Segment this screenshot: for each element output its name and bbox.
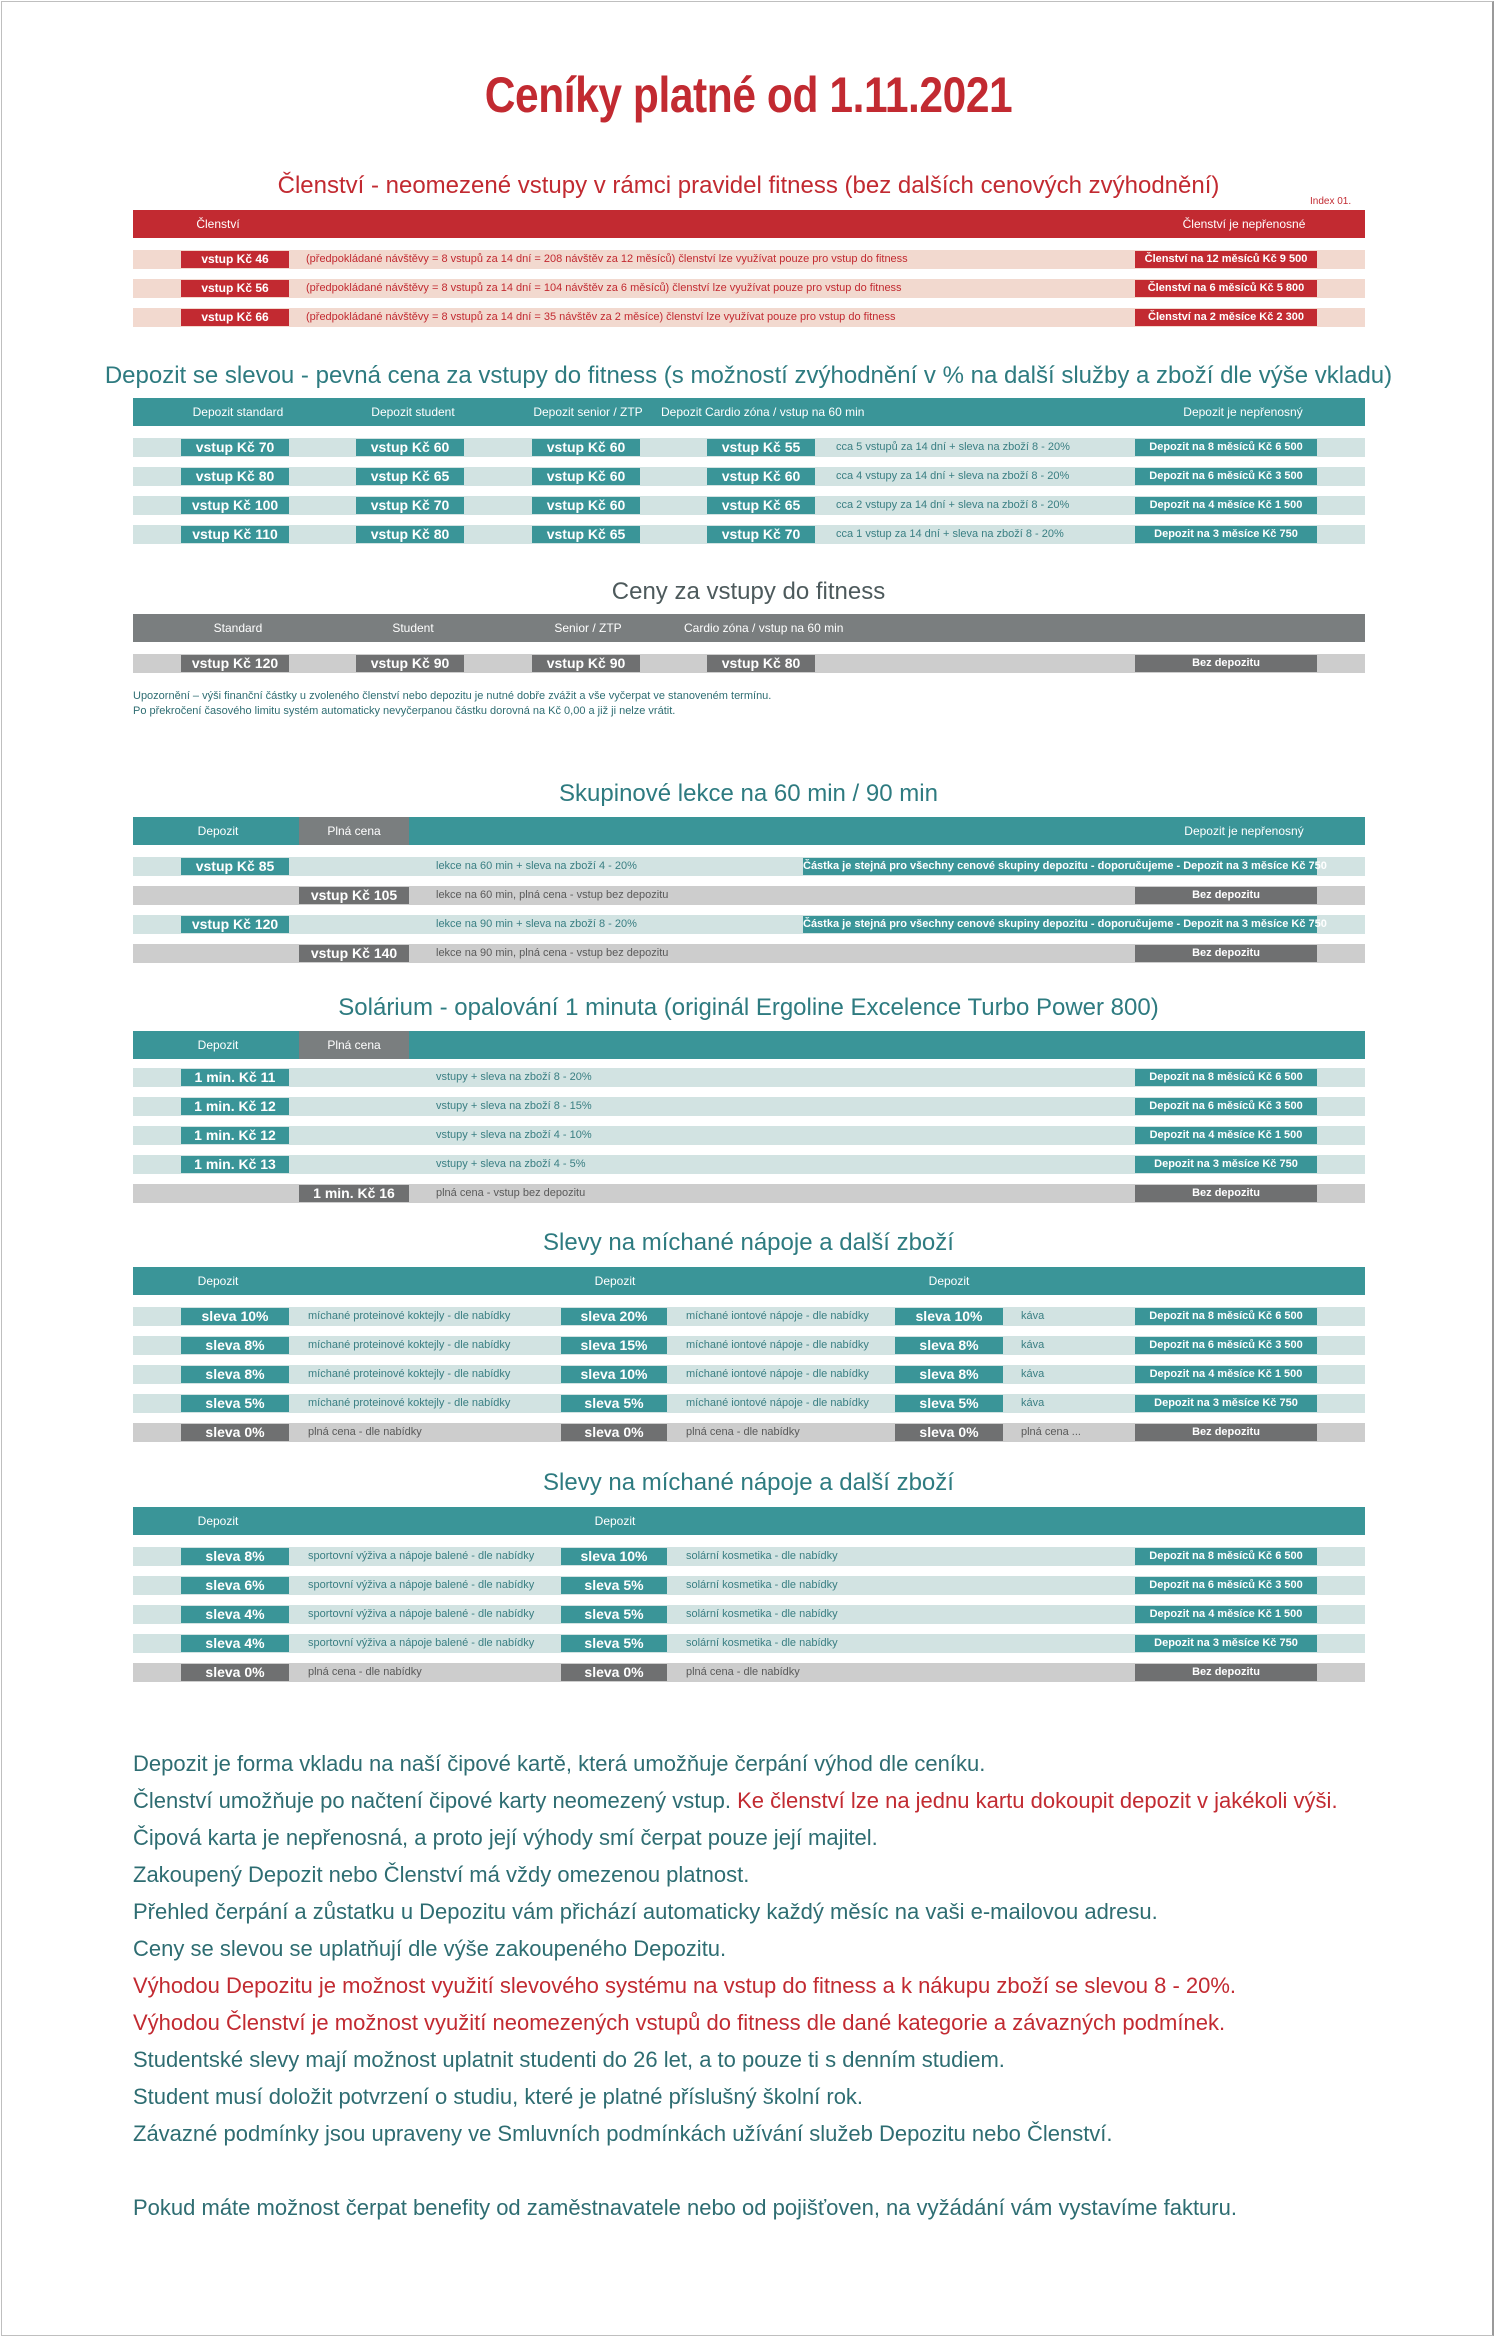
discount-pill: sleva 15% [561,1337,667,1354]
deposit-box: Depozit na 6 měsíců Kč 3 500 [1135,1098,1317,1115]
row-description: plná cena - dle nabídky [686,1426,800,1438]
discount-pill: sleva 5% [561,1395,667,1412]
table-row [133,467,1365,486]
header-label: Depozit [197,1514,239,1528]
info-paragraph: Zakoupený Depozit nebo Členství má vždy omezenou platnost. [133,1862,750,1887]
row-description: sportovní výživa a nápoje balené - dle nabídky [308,1550,535,1562]
price-pill: vstup Kč 110 [181,526,289,543]
price-pill: vstup Kč 66 [181,309,289,326]
row-description: plná cena - vstup bez depozitu [436,1187,586,1199]
row-description: cca 2 vstupy za 14 dní + sleva na zboží 8 - 20% [836,499,1070,511]
discount-pill: sleva 8% [181,1337,289,1354]
section-title-ceny: Ceny za vstupy do fitness [611,578,886,605]
table-row [133,1097,1365,1116]
row-description: plná cena - dle nabídky [686,1666,800,1678]
price-pill: vstup Kč 60 [707,468,815,485]
header-napoje [133,1267,1365,1295]
price-pill: vstup Kč 70 [181,439,289,456]
header-label: Depozit [197,1038,239,1052]
header-label: Senior / ZTP [554,621,622,635]
discount-pill: sleva 8% [895,1337,1003,1354]
discount-pill: sleva 5% [561,1635,667,1652]
price-pill: vstup Kč 60 [532,439,640,456]
discount-pill: sleva 10% [561,1366,667,1383]
price-pill: vstup Kč 70 [707,526,815,543]
table-row [133,1634,1365,1653]
info-paragraph: Student musí doložit potvrzení o studiu, které je platné příslušný školní rok. [133,2084,864,2109]
row-description: plná cena - dle nabídky [308,1666,422,1678]
price-pill: vstup Kč 56 [181,280,289,297]
deposit-box: Depozit na 3 měsíce Kč 750 [1135,1156,1317,1173]
row-description: (předpokládané návštěvy = 8 vstupů za 14 dní = 35 návštěv za 2 měsíce) členství lze využívat pouze pro vstup do fitness [306,311,896,323]
row-description: míchané iontové nápoje - dle nabídky [686,1310,869,1322]
price-pill: vstup Kč 90 [356,655,464,672]
price-pill: vstup Kč 80 [707,655,815,672]
section-title-solarium: Solárium - opalování 1 minuta (originál Ergoline Excelence Turbo Power 800) [338,994,1159,1021]
price-pill: 1 min. Kč 16 [299,1185,409,1202]
membership-box: Členství na 12 měsíců Kč 9 500 [1135,251,1317,268]
discount-pill: sleva 5% [895,1395,1003,1412]
table-row [133,654,1365,673]
info-text-highlight: Ke členství lze na jednu kartu dokoupit depozit v jakékoli výši. [737,1788,1338,1813]
price-pill: 1 min. Kč 12 [181,1098,289,1115]
deposit-box: Bez depozitu [1135,887,1317,904]
row-description: míchané proteinové koktejly - dle nabídky [308,1397,511,1409]
price-pill: vstup Kč 140 [299,945,409,962]
discount-pill: sleva 5% [561,1577,667,1594]
header-label: Student [392,621,434,635]
price-pill: vstup Kč 65 [356,468,464,485]
discount-pill: sleva 0% [181,1424,289,1441]
row-description: solární kosmetika - dle nabídky [686,1579,838,1591]
deposit-box: Depozit na 4 měsíce Kč 1 500 [1135,1606,1317,1623]
price-pill: vstup Kč 65 [532,526,640,543]
row-description: sportovní výživa a nápoje balené - dle nabídky [308,1608,535,1620]
price-pill: 1 min. Kč 13 [181,1156,289,1173]
deposit-box: Depozit na 3 měsíce Kč 750 [1135,1395,1317,1412]
price-pill: vstup Kč 105 [299,887,409,904]
info-paragraph: Přehled čerpání a zůstatku u Depozitu vám přichází automaticky každý měsíc na vaši e-mailovou adresu. [133,1899,1158,1924]
table-row [133,1126,1365,1145]
row-description: sportovní výživa a nápoje balené - dle nabídky [308,1579,535,1591]
header-depozit [133,398,1365,426]
deposit-box: Depozit na 4 měsíce Kč 1 500 [1135,1366,1317,1383]
section-title-depozit: Depozit se slevou - pevná cena za vstupy do fitness (s možností zvýhodnění v % na další služby a zboží dle výše vkladu) [104,362,1393,389]
price-pill: vstup Kč 120 [181,916,289,933]
deposit-box: Depozit na 6 měsíců Kč 3 500 [1135,1577,1317,1594]
table-row [133,308,1365,327]
deposit-box: Bez depozitu [1135,1424,1317,1441]
header-label: Členství [196,217,240,231]
row-description: káva [1021,1397,1045,1409]
price-pill: vstup Kč 60 [356,439,464,456]
info-paragraph [133,1788,1338,1814]
table-row [133,1068,1365,1087]
price-pill: vstup Kč 60 [532,468,640,485]
price-pill: vstup Kč 80 [356,526,464,543]
table-row [133,944,1365,963]
row-description: míchané proteinové koktejly - dle nabídky [308,1310,511,1322]
discount-pill: sleva 6% [181,1577,289,1594]
row-description: míchané proteinové koktejly - dle nabídky [308,1339,511,1351]
price-pill: 1 min. Kč 11 [181,1069,289,1086]
table-row [133,1605,1365,1624]
discount-pill: sleva 0% [561,1424,667,1441]
deposit-box: Bez depozitu [1135,1664,1317,1681]
table-row [133,857,1365,876]
discount-pill: sleva 20% [561,1308,667,1325]
page-title: Ceníky platné od 1.11.2021 [484,67,1013,123]
row-description: lekce na 90 min, plná cena - vstup bez depozitu [436,947,669,959]
price-pill: vstup Kč 70 [356,497,464,514]
discount-pill: sleva 10% [895,1308,1003,1325]
table-row [133,1663,1365,1682]
section-title-napoje: Slevy na míchané nápoje a další zboží [543,1469,954,1496]
header-label: Depozit Cardio zóna / vstup na 60 min [661,405,865,419]
discount-pill: sleva 10% [181,1308,289,1325]
deposit-box: Depozit na 8 měsíců Kč 6 500 [1135,439,1317,456]
discount-pill: sleva 8% [181,1366,289,1383]
membership-box: Členství na 2 měsíce Kč 2 300 [1135,309,1317,326]
warning-note: Po překročení časového limitu systém automaticky nevyčerpanou částku dorovná na Kč 0,00 a již ji nelze vrátit. [133,705,676,717]
row-description: lekce na 60 min + sleva na zboží 4 - 20% [436,860,637,872]
header-label: Depozit je nepřenosný [1183,405,1303,419]
discount-pill: sleva 0% [181,1664,289,1681]
deposit-box: Depozit na 3 měsíce Kč 750 [1135,1635,1317,1652]
discount-pill: sleva 0% [895,1424,1003,1441]
row-description: vstupy + sleva na zboží 4 - 10% [436,1129,592,1141]
row-description: cca 5 vstupů za 14 dní + sleva na zboží 8 - 20% [836,441,1070,453]
table-row [133,1336,1365,1355]
header-ceny [133,614,1365,642]
header-label: Plná cena [327,824,381,838]
warning-note: Upozornění – výši finanční částky u zvoleného členství nebo depozitu je nutné dobře zvážit a vše vyčerpat ve stanoveném termínu. [133,690,772,702]
row-description: plná cena ... [1021,1426,1081,1438]
row-description: solární kosmetika - dle nabídky [686,1608,838,1620]
price-pill: vstup Kč 90 [532,655,640,672]
row-description: vstupy + sleva na zboží 8 - 15% [436,1100,592,1112]
row-description: míchané iontové nápoje - dle nabídky [686,1397,869,1409]
index-label: Index 01. [1310,196,1352,207]
info-paragraph: Výhodou Členství je možnost využití neomezených vstupů do fitness dle dané kategorie a závazných podmínek. [133,2010,1226,2035]
header-label: Depozit [928,1274,970,1288]
row-description: míchané iontové nápoje - dle nabídky [686,1339,869,1351]
row-description: míchané proteinové koktejly - dle nabídky [308,1368,511,1380]
header-label: Depozit [594,1274,636,1288]
row-description: káva [1021,1339,1045,1351]
deposit-box: Částka je stejná pro všechny cenové skupiny depozitu - doporučujeme - Depozit na 3 měsíce Kč 750 [803,858,1317,875]
row-description: káva [1021,1368,1045,1380]
row-description: sportovní výživa a nápoje balené - dle nabídky [308,1637,535,1649]
row-description: lekce na 60 min, plná cena - vstup bez depozitu [436,889,669,901]
table-row [133,1394,1365,1413]
discount-pill: sleva 4% [181,1606,289,1623]
table-row [133,886,1365,905]
section-title-napoje: Slevy na míchané nápoje a další zboží [543,1229,954,1256]
table-row [133,1423,1365,1442]
row-description: cca 4 vstupy za 14 dní + sleva na zboží 8 - 20% [836,470,1070,482]
info-paragraph: Závazné podmínky jsou upraveny ve Smluvních podmínkách užívání služeb Depozitu nebo Členství. [133,2121,1113,2146]
price-pill: vstup Kč 120 [181,655,289,672]
header-label: Depozit student [371,405,455,419]
header-label: Depozit standard [192,405,284,419]
deposit-box: Depozit na 8 měsíců Kč 6 500 [1135,1548,1317,1565]
row-description: (předpokládané návštěvy = 8 vstupů za 14 dní = 104 návštěv za 6 měsíců) členství lze využívat pouze pro vstup do fitness [306,282,902,294]
info-paragraph: Studentské slevy mají možnost uplatnit studenti do 26 let, a to pouze ti s denním studiem. [133,2047,1005,2072]
table-row [133,1365,1365,1384]
header-label: Depozit [197,824,239,838]
table-row [133,1155,1365,1174]
table-row [133,915,1365,934]
deposit-box: Bez depozitu [1135,1185,1317,1202]
header-label: Depozit [197,1274,239,1288]
row-description: cca 1 vstup za 14 dní + sleva na zboží 8 - 20% [836,528,1064,540]
header-plna-cena [299,1031,409,1059]
deposit-box: Depozit na 4 měsíce Kč 1 500 [1135,1127,1317,1144]
section-title-clenstvi: Členství - neomezené vstupy v rámci pravidel fitness (bez dalších cenových zvýhodnění) [277,172,1220,199]
header-label: Depozit senior / ZTP [533,405,643,419]
deposit-box: Depozit na 8 měsíců Kč 6 500 [1135,1308,1317,1325]
deposit-box: Depozit na 6 měsíců Kč 3 500 [1135,468,1317,485]
table-row [133,1576,1365,1595]
info-paragraph: Pokud máte možnost čerpat benefity od zaměstnavatele nebo od pojišťoven, na vyžádání vám vystavíme fakturu. [133,2195,1237,2220]
header-label: Plná cena [327,1038,381,1052]
discount-pill: sleva 10% [561,1548,667,1565]
row-description: solární kosmetika - dle nabídky [686,1637,838,1649]
header-label: Členství je nepřenosné [1182,217,1306,231]
discount-pill: sleva 4% [181,1635,289,1652]
deposit-box: Depozit na 8 měsíců Kč 6 500 [1135,1069,1317,1086]
header-label: Standard [213,621,263,635]
table-row [133,250,1365,269]
info-paragraph: Ceny se slevou se uplatňují dle výše zakoupeného Depozitu. [133,1936,727,1961]
price-pill: vstup Kč 65 [707,497,815,514]
price-pill: vstup Kč 60 [532,497,640,514]
table-row [133,438,1365,457]
discount-pill: sleva 8% [895,1366,1003,1383]
info-paragraph: Čipová karta je nepřenosná, a proto její výhody smí čerpat pouze její majitel. [133,1825,878,1850]
price-pill: vstup Kč 100 [181,497,289,514]
price-pill: vstup Kč 46 [181,251,289,268]
table-row [133,1307,1365,1326]
table-row [133,1547,1365,1566]
row-description: solární kosmetika - dle nabídky [686,1550,838,1562]
row-description: (předpokládané návštěvy = 8 vstupů za 14 dní = 208 návštěv za 12 měsíců) členství lze využívat pouze pro vstup do fitness [306,253,908,265]
table-row [133,525,1365,544]
table-row [133,1184,1365,1203]
table-row [133,279,1365,298]
table-row [133,496,1365,515]
discount-pill: sleva 5% [561,1606,667,1623]
deposit-box: Depozit na 6 měsíců Kč 3 500 [1135,1337,1317,1354]
row-description: lekce na 90 min + sleva na zboží 8 - 20% [436,918,637,930]
row-description: plná cena - dle nabídky [308,1426,422,1438]
membership-box: Členství na 6 měsíců Kč 5 800 [1135,280,1317,297]
info-paragraph: Depozit je forma vkladu na naší čipové kartě, která umožňuje čerpání výhod dle ceníku. [133,1751,986,1776]
info-paragraph: Výhodou Depozitu je možnost využití slevového systému na vstup do fitness a k nákupu zboží se slevou 8 - 20%. [133,1973,1237,1998]
header-napoje [133,1507,1365,1535]
price-pill: vstup Kč 80 [181,468,289,485]
section-title-skupinove: Skupinové lekce na 60 min / 90 min [559,780,938,807]
deposit-box: Depozit na 3 měsíce Kč 750 [1135,526,1317,543]
header-plna-cena [299,817,409,845]
header-solarium [133,1031,1365,1059]
header-skupinove [133,817,1365,845]
deposit-box: Částka je stejná pro všechny cenové skupiny depozitu - doporučujeme - Depozit na 3 měsíce Kč 750 [803,916,1317,933]
header-label: Depozit [594,1514,636,1528]
header-label: Cardio zóna / vstup na 60 min [684,621,844,635]
deposit-box: Depozit na 4 měsíce Kč 1 500 [1135,497,1317,514]
row-description: vstupy + sleva na zboží 4 - 5% [436,1158,586,1170]
discount-pill: sleva 8% [181,1548,289,1565]
deposit-box: Bez depozitu [1135,945,1317,962]
deposit-box: Bez depozitu [1135,655,1317,672]
price-pill: 1 min. Kč 12 [181,1127,289,1144]
price-pill: vstup Kč 55 [707,439,815,456]
discount-pill: sleva 5% [181,1395,289,1412]
row-description: vstupy + sleva na zboží 8 - 20% [436,1071,592,1083]
header-label: Depozit je nepřenosný [1184,824,1304,838]
header-clenstvi [133,210,1365,238]
info-text: Členství umožňuje po načtení čipové karty neomezený vstup. [133,1788,731,1813]
row-description: míchané iontové nápoje - dle nabídky [686,1368,869,1380]
row-description: káva [1021,1310,1045,1322]
discount-pill: sleva 0% [561,1664,667,1681]
price-pill: vstup Kč 85 [181,858,289,875]
